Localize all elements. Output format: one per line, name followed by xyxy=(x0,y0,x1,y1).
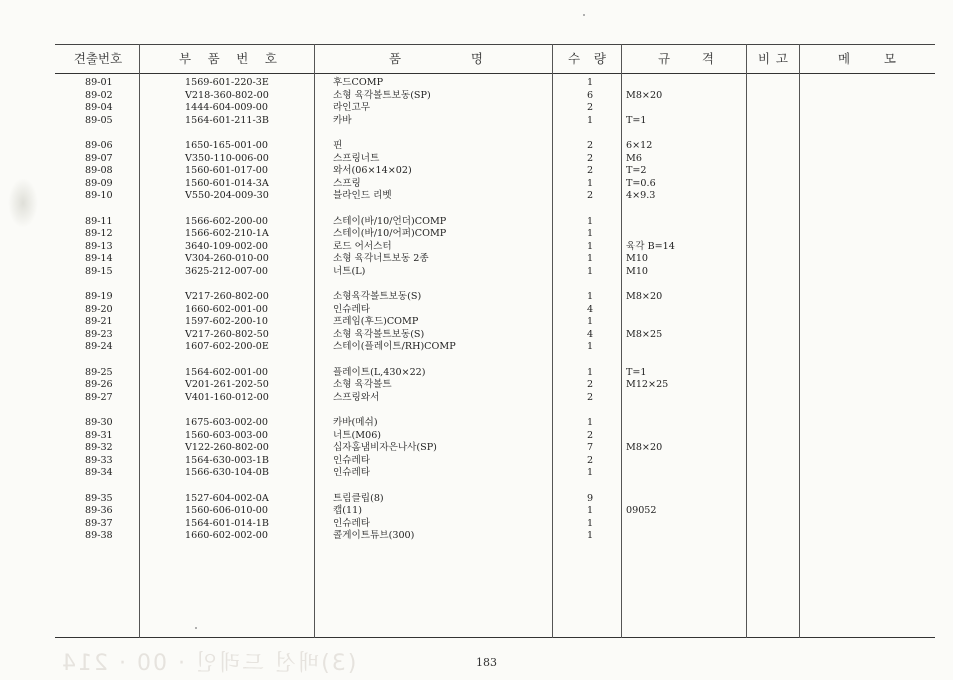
spec-cell: T=1 xyxy=(626,366,647,378)
part-name-cell: 스테이(바/10/언더)COMP xyxy=(333,215,447,227)
index-no-cell: 89-08 xyxy=(85,165,113,177)
quantity-cell: 1 xyxy=(586,316,594,328)
spec-cell: M8×20 xyxy=(626,442,663,454)
part-number-cell: 1650-165-001-00 xyxy=(185,139,268,151)
part-name-cell: 인슈레타 xyxy=(333,303,371,315)
index-no-cell: 89-23 xyxy=(85,328,113,340)
part-number-cell: 1564-602-001-00 xyxy=(185,366,268,378)
quantity-cell: 2 xyxy=(586,102,594,114)
index-no-cell: 89-27 xyxy=(85,391,113,403)
part-name-cell: 인슈레타 xyxy=(333,467,371,479)
header-spec-char: 격 xyxy=(701,51,714,66)
spec-cell: M8×20 xyxy=(626,89,663,101)
table-row xyxy=(55,329,935,342)
part-number-cell: 1564-601-211-3B xyxy=(185,114,269,126)
part-name-cell: 와서(06×14×02) xyxy=(333,165,412,177)
part-number-cell: 3640-109-002-00 xyxy=(185,240,268,252)
table-row xyxy=(55,518,935,531)
header-part-char: 품 xyxy=(207,51,220,66)
table-bottom-rule xyxy=(55,637,935,638)
index-no-cell: 89-34 xyxy=(85,467,113,479)
spec-cell: M12×25 xyxy=(626,379,669,391)
header-spec xyxy=(658,44,714,73)
header-part-char: 번 xyxy=(236,51,249,66)
spec-cell: 4×9.3 xyxy=(626,190,656,202)
header-part-name xyxy=(389,44,483,73)
part-name-cell: 카바 xyxy=(333,114,352,126)
table-row xyxy=(55,455,935,468)
part-number-cell: 1560-601-017-00 xyxy=(185,165,268,177)
table-row xyxy=(55,241,935,254)
part-name-cell: 스프링와서 xyxy=(333,391,380,403)
parts-table xyxy=(55,44,935,638)
spec-cell: 09052 xyxy=(626,505,657,517)
table-row xyxy=(55,379,935,392)
header-memo-char: 모 xyxy=(883,51,896,66)
header-part-char: 호 xyxy=(264,51,277,66)
quantity-cell: 1 xyxy=(586,240,594,252)
quantity-cell: 4 xyxy=(586,328,594,340)
quantity-cell: 2 xyxy=(586,152,594,164)
index-no-cell: 89-15 xyxy=(85,265,113,277)
part-number-cell: 1566-630-104-0B xyxy=(185,467,269,479)
part-name-cell: 소형 육각너트보동 2종 xyxy=(333,253,429,265)
part-name-cell: 카바(메쉬) xyxy=(333,417,378,429)
index-no-cell: 89-31 xyxy=(85,429,113,441)
spec-cell: T=1 xyxy=(626,114,647,126)
table-row xyxy=(55,140,935,153)
scan-smudge xyxy=(8,178,38,228)
quantity-cell: 2 xyxy=(586,429,594,441)
part-number-cell: 1560-601-014-3A xyxy=(185,177,269,189)
part-number-cell: 1564-630-003-1B xyxy=(185,454,269,466)
index-no-cell: 89-37 xyxy=(85,517,113,529)
part-name-cell: 소형 육각볼트보동(S) xyxy=(333,328,425,340)
header-name-char: 명 xyxy=(470,51,483,66)
table-row xyxy=(55,304,935,317)
part-name-cell: 라인고무 xyxy=(333,102,371,114)
part-name-cell: 소형 육각볼트 xyxy=(333,379,392,391)
index-no-cell: 89-04 xyxy=(85,102,113,114)
index-no-cell: 89-05 xyxy=(85,114,113,126)
index-no-cell: 89-06 xyxy=(85,139,113,151)
bleed-through-text: (3)배선 드레인 · 00 · 214 xyxy=(60,651,357,676)
scan-dot xyxy=(583,14,585,16)
part-name-cell: 콜게이트튜브(300) xyxy=(333,530,415,542)
part-name-cell: 인슈레타 xyxy=(333,517,371,529)
table-row xyxy=(55,417,935,430)
part-name-cell: 스테이(플레이트/RH)COMP xyxy=(333,341,456,353)
quantity-cell: 1 xyxy=(586,467,594,479)
table-row xyxy=(55,442,935,455)
header-index-no: 견출번호 xyxy=(73,51,123,66)
index-no-cell: 89-36 xyxy=(85,505,113,517)
header-qty-char: 량 xyxy=(593,51,606,66)
spec-cell: T=2 xyxy=(626,165,647,177)
spec-cell: 육각 B=14 xyxy=(626,240,675,252)
part-number-cell: 1444-604-009-00 xyxy=(185,102,268,114)
quantity-cell: 2 xyxy=(586,165,594,177)
quantity-cell: 2 xyxy=(586,139,594,151)
header-remarks-char: 고 xyxy=(775,51,788,66)
index-no-cell: 89-11 xyxy=(85,215,113,227)
quantity-cell: 4 xyxy=(586,303,594,315)
quantity-cell: 1 xyxy=(586,253,594,265)
quantity-cell: 1 xyxy=(586,114,594,126)
part-number-cell: V217-260-802-50 xyxy=(185,328,269,340)
part-number-cell: 3625-212-007-00 xyxy=(185,265,268,277)
part-number-cell: V218-360-802-00 xyxy=(185,89,269,101)
part-name-cell: 너트(L) xyxy=(333,265,366,277)
spec-cell: M10 xyxy=(626,265,649,277)
part-number-cell: 1660-602-002-00 xyxy=(185,530,268,542)
table-row xyxy=(55,291,935,304)
table-row xyxy=(55,392,935,405)
quantity-cell: 2 xyxy=(586,190,594,202)
table-row xyxy=(55,115,935,128)
header-memo-char: 메 xyxy=(838,51,851,66)
index-no-cell: 89-21 xyxy=(85,316,113,328)
part-number-cell: 1607-602-200-0E xyxy=(185,341,269,353)
quantity-cell: 1 xyxy=(586,505,594,517)
table-row xyxy=(55,367,935,380)
quantity-cell: 1 xyxy=(586,77,594,88)
part-number-cell: 1675-603-002-00 xyxy=(185,417,268,429)
spec-cell: M8×20 xyxy=(626,291,663,303)
index-no-cell: 89-14 xyxy=(85,253,113,265)
header-qty-char: 수 xyxy=(568,51,581,66)
part-number-cell: 1566-602-210-1A xyxy=(185,228,269,240)
quantity-cell: 1 xyxy=(586,291,594,303)
quantity-cell: 1 xyxy=(586,265,594,277)
table-row xyxy=(55,316,935,329)
quantity-cell: 1 xyxy=(586,341,594,353)
table-row xyxy=(55,341,935,354)
table-row xyxy=(55,216,935,229)
part-name-cell: 로드 어서스터 xyxy=(333,240,392,252)
table-row xyxy=(55,253,935,266)
index-no-cell: 89-32 xyxy=(85,442,113,454)
header-memo xyxy=(838,44,896,73)
index-no-cell: 89-01 xyxy=(85,77,113,88)
quantity-cell: 1 xyxy=(586,366,594,378)
table-row xyxy=(55,190,935,203)
quantity-cell: 2 xyxy=(586,379,594,391)
table-row xyxy=(55,228,935,241)
part-name-cell: 트림클립(8) xyxy=(333,492,384,504)
part-number-cell: 1560-606-010-00 xyxy=(185,505,268,517)
index-no-cell: 89-30 xyxy=(85,417,113,429)
part-name-cell: 캡(11) xyxy=(333,505,362,517)
index-no-cell: 89-02 xyxy=(85,89,113,101)
table-row xyxy=(55,493,935,506)
quantity-cell: 1 xyxy=(586,228,594,240)
table-row xyxy=(55,102,935,115)
header-remarks xyxy=(758,44,788,73)
table-row xyxy=(55,165,935,178)
part-number-cell: 1527-604-002-0A xyxy=(185,492,269,504)
part-number-cell: 1564-601-014-1B xyxy=(185,517,269,529)
spec-cell: M6 xyxy=(626,152,642,164)
part-name-cell: 후드COMP xyxy=(333,77,384,88)
quantity-cell: 1 xyxy=(586,215,594,227)
index-no-cell: 89-10 xyxy=(85,190,113,202)
part-name-cell: 인슈레타 xyxy=(333,454,371,466)
index-no-cell: 89-07 xyxy=(85,152,113,164)
header-remarks-char: 비 xyxy=(758,51,771,66)
part-name-cell: 핀 xyxy=(333,139,343,151)
index-no-cell: 89-19 xyxy=(85,291,113,303)
table-row xyxy=(55,178,935,191)
part-name-cell: 소형육각볼트보동(S) xyxy=(333,291,422,303)
index-no-cell: 89-33 xyxy=(85,454,113,466)
part-name-cell: 십자홈냄비자은나사(SP) xyxy=(333,442,437,454)
table-row xyxy=(55,430,935,443)
table-row xyxy=(55,530,935,543)
index-no-cell: 89-38 xyxy=(85,530,113,542)
index-no-cell: 89-26 xyxy=(85,379,113,391)
quantity-cell: 6 xyxy=(586,89,594,101)
table-row xyxy=(55,77,935,90)
part-number-cell: 1597-602-200-10 xyxy=(185,316,268,328)
table-body xyxy=(55,77,935,543)
header-part-char: 부 xyxy=(179,51,192,66)
part-name-cell: 스테이(바/10/어퍼)COMP xyxy=(333,228,447,240)
table-row xyxy=(55,153,935,166)
part-number-cell: V217-260-802-00 xyxy=(185,291,269,303)
part-number-cell: V201-261-202-50 xyxy=(185,379,269,391)
index-no-cell: 89-24 xyxy=(85,341,113,353)
part-name-cell: 소형 육각볼트보동(SP) xyxy=(333,89,431,101)
part-name-cell: 너트(M06) xyxy=(333,429,382,441)
table-row xyxy=(55,266,935,279)
part-number-cell: 1560-603-003-00 xyxy=(185,429,268,441)
page-number: 183 xyxy=(476,656,497,669)
header-name-char: 품 xyxy=(389,51,402,66)
index-no-cell: 89-12 xyxy=(85,228,113,240)
index-no-cell: 89-13 xyxy=(85,240,113,252)
part-number-cell: V401-160-012-00 xyxy=(185,391,269,403)
index-no-cell: 89-09 xyxy=(85,177,113,189)
quantity-cell: 1 xyxy=(586,177,594,189)
header-quantity xyxy=(568,44,606,73)
quantity-cell: 7 xyxy=(586,442,594,454)
quantity-cell: 1 xyxy=(586,517,594,529)
spec-cell: T=0.6 xyxy=(626,177,656,189)
index-no-cell: 89-25 xyxy=(85,366,113,378)
part-name-cell: 프레임(후드)COMP xyxy=(333,316,419,328)
spec-cell: 6×12 xyxy=(626,139,653,151)
header-part-number xyxy=(179,44,277,73)
table-row xyxy=(55,467,935,480)
part-number-cell: V350-110-006-00 xyxy=(185,152,269,164)
part-number-cell: 1569-601-220-3E xyxy=(185,77,269,88)
part-name-cell: 플레이트(L,430×22) xyxy=(333,366,426,378)
quantity-cell: 9 xyxy=(586,492,594,504)
table-row xyxy=(55,90,935,103)
spec-cell: M8×25 xyxy=(626,328,663,340)
part-name-cell: 스프링너트 xyxy=(333,152,380,164)
header-bottom-rule xyxy=(55,73,935,74)
spec-cell: M10 xyxy=(626,253,649,265)
part-number-cell: 1566-602-200-00 xyxy=(185,215,268,227)
part-number-cell: V550-204-009-30 xyxy=(185,190,269,202)
header-spec-char: 규 xyxy=(658,51,671,66)
part-number-cell: 1660-602-001-00 xyxy=(185,303,268,315)
part-number-cell: V122-260-802-00 xyxy=(185,442,269,454)
index-no-cell: 89-35 xyxy=(85,492,113,504)
quantity-cell: 2 xyxy=(586,391,594,403)
quantity-cell: 1 xyxy=(586,530,594,542)
part-number-cell: V304-260-010-00 xyxy=(185,253,269,265)
quantity-cell: 2 xyxy=(586,454,594,466)
quantity-cell: 1 xyxy=(586,417,594,429)
part-name-cell: 블라인드 리벳 xyxy=(333,190,392,202)
part-name-cell: 스프링 xyxy=(333,177,361,189)
table-row xyxy=(55,505,935,518)
index-no-cell: 89-20 xyxy=(85,303,113,315)
